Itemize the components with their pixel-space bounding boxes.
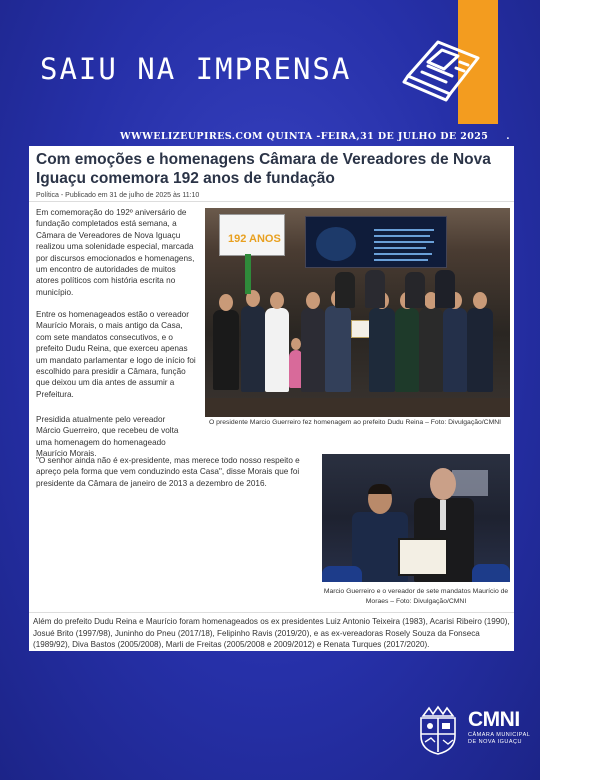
newspaper-icon bbox=[398, 36, 486, 102]
article-paragraph-5: Além do prefeito Dudu Reina e Maurício foram homenageados os ex presidentes Luiz Antonio Teixeira (1983), Acarisi Ribeiro (1990), Josué Brito (1997/98), Juninho do Pneu (2017/18), Felipinho Ravis (2019/20), e as ex-vereadoras Rosely Souza da Fonseca (1989/92), Diva Bastos (2005/2008), Marli de Freitas (2005/2008 e 2009/2012) e Renata Turques (2017/2020). bbox=[33, 617, 510, 650]
article-headline: Com emoções e homenagens Câmara de Vereadores de Nova Iguaçu comemora 192 anos de fundação bbox=[36, 151, 491, 187]
article-clipping bbox=[29, 146, 514, 651]
article-paragraph-2: Entre os homenageados estão o vereador Maurício Morais, o mais antigo da Casa, com sete mandatos consecutivos, e o prefeito Dudu Reina, que exerceu apenas um mandato parlamentar e logo de início foi escolhido para presidir a Câmara, função que deixou um dia antes de assumir a Prefeitura. bbox=[36, 310, 196, 399]
site-date-line bbox=[120, 131, 593, 142]
article-paragraph-3: Presidida atualmente pelo vereador Márcio Guerreiro, que recebeu de volta uma homenagem do homenageado Maurício Morais. bbox=[36, 415, 179, 459]
site-date-text: WWWELIZEUPIRES.COM QUINTA -FEIRA,31 DE JULHO DE 2025 bbox=[120, 131, 489, 142]
anniversary-screen-text: 192 ANOS bbox=[228, 233, 281, 245]
photo-caption-1: O presidente Marcio Guerreiro fez homenagem ao prefeito Dudu Reina – Foto: Divulgação/CMNI bbox=[209, 419, 502, 426]
cmni-logo-line2: DE NOVA IGUAÇU bbox=[468, 739, 522, 745]
photo-caption-2: Marcio Guerreiro e o vereador de sete mandatos Maurício de Moraes – Foto: Divulgação/CMNI bbox=[323, 588, 509, 605]
city-crest-icon bbox=[415, 704, 461, 756]
award-photo bbox=[322, 454, 510, 582]
voting-panel-screen bbox=[305, 216, 447, 268]
site-dots: . . . bbox=[506, 131, 593, 142]
group-photo bbox=[205, 208, 510, 417]
cmni-logo-line1: CÂMARA MUNICIPAL bbox=[468, 732, 531, 738]
article-meta: Política - Publicado em 31 de julho de 2025 às 11:10 bbox=[36, 192, 200, 199]
cmni-logo bbox=[468, 708, 530, 746]
article-paragraph-4: "O senhor ainda não é ex-presidente, mas merece todo nosso respeito e apreço pela forma que vem conduzindo esta Casa", disse Morais que foi presidente da Câmara de janeiro de 2013 a dezembro de 2016. bbox=[36, 456, 300, 488]
article-paragraph-1: Em comemoração do 192º aniversário de fundação completados está semana, a Câmara de Vereadores de Nova Iguaçu realizou uma solenidade especial, marcada por discursos emocionados e homenagens, um encontro de autoridades de muitos atores políticos com história escrita no município. bbox=[36, 208, 195, 297]
cmni-logo-brand: CMNI bbox=[468, 708, 520, 731]
divider bbox=[29, 201, 514, 202]
banner-title: SAIU NA IMPRENSA bbox=[40, 52, 352, 86]
anniversary-screen bbox=[219, 214, 285, 256]
divider-2 bbox=[29, 612, 514, 613]
